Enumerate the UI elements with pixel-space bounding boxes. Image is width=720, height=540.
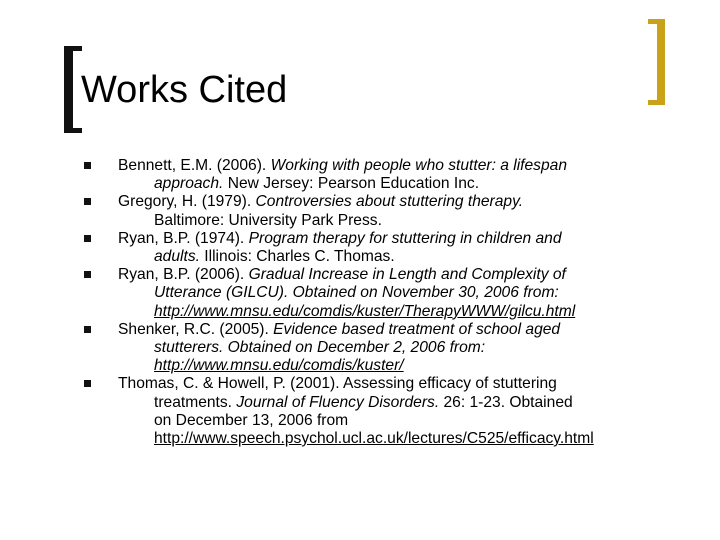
citation-text: Baltimore: University Park Press. [154, 211, 382, 229]
left-bracket-icon [64, 46, 73, 133]
citation-line [118, 303, 684, 321]
square-bullet-icon [84, 271, 91, 278]
citation-line [118, 321, 684, 339]
citation-text: New Jersey: Pearson Education Inc. [223, 175, 480, 193]
citation-line [118, 394, 684, 412]
citation-line [118, 339, 684, 357]
citation-line [118, 193, 684, 211]
citation-item [84, 193, 684, 229]
citation-line [118, 357, 684, 375]
citations-list [84, 157, 684, 448]
citation-title: Journal of Fluency Disorders. [236, 393, 440, 411]
citation-text: Illinois: Charles C. Thomas. [199, 248, 395, 266]
right-bracket-bottom [648, 100, 665, 105]
citation-text: on December 13, 2006 from [154, 411, 349, 429]
right-bracket-icon [657, 19, 665, 105]
page-title: Works Cited [81, 69, 288, 111]
citation-line [118, 284, 684, 302]
citation-title: Working with people who stutter: a lifespan [270, 157, 567, 174]
citation-link[interactable]: http://www.mnsu.edu/comdis/kuster/TherapyWWW/gilcu.html [154, 302, 576, 320]
citation-title: adults. [154, 248, 200, 266]
citation-title: Evidence based treatment of school aged [273, 320, 561, 338]
citation-title: Controversies about stuttering therapy. [255, 193, 524, 211]
citation-text: Ryan, B.P. (1974). [118, 229, 249, 247]
citation-link[interactable]: http://www.mnsu.edu/comdis/kuster/ [154, 357, 404, 375]
citation-text: Thomas, C. & Howell, P. (2001). Assessing efficacy of stuttering [118, 375, 557, 393]
citation-item [84, 266, 684, 321]
square-bullet-icon [84, 235, 91, 242]
square-bullet-icon [84, 162, 91, 169]
citation-title: stutterers. Obtained on December 2, 2006 from: [154, 339, 486, 357]
citation-line [118, 412, 684, 430]
citation-line [118, 375, 684, 393]
citation-line [118, 248, 684, 266]
citation-item [84, 375, 684, 448]
citation-text: 26: 1-23. Obtained [439, 393, 573, 411]
citation-item [84, 230, 684, 266]
square-bullet-icon [84, 380, 91, 387]
citation-text: Ryan, B.P. (2006). [118, 266, 249, 284]
citation-line [118, 157, 684, 175]
left-bracket-bottom [64, 128, 82, 133]
citation-title: Program therapy for stuttering in children and [248, 229, 562, 247]
citation-text: Shenker, R.C. (2005). [118, 320, 274, 338]
citation-text: treatments. [154, 393, 237, 411]
citation-text: Gregory, H. (1979). [118, 193, 256, 211]
citation-line [118, 175, 684, 193]
citation-line [118, 266, 684, 284]
left-bracket-top [64, 46, 82, 51]
square-bullet-icon [84, 198, 91, 205]
citation-line [118, 430, 684, 448]
citation-title: Gradual Increase in Length and Complexity of [248, 266, 566, 284]
right-bracket-top [648, 19, 665, 24]
citation-item [84, 157, 684, 193]
citation-item [84, 321, 684, 376]
square-bullet-icon [84, 326, 91, 333]
citation-title: approach. [154, 175, 224, 193]
citation-line [118, 230, 684, 248]
citation-line [118, 212, 684, 230]
citation-title: Utterance (GILCU). Obtained on November 30, 2006 from: [154, 284, 559, 302]
citation-text: Bennett, E.M. (2006). [118, 157, 271, 174]
citation-link[interactable]: http://www.speech.psychol.ucl.ac.uk/lectures/C525/efficacy.html [154, 430, 594, 448]
